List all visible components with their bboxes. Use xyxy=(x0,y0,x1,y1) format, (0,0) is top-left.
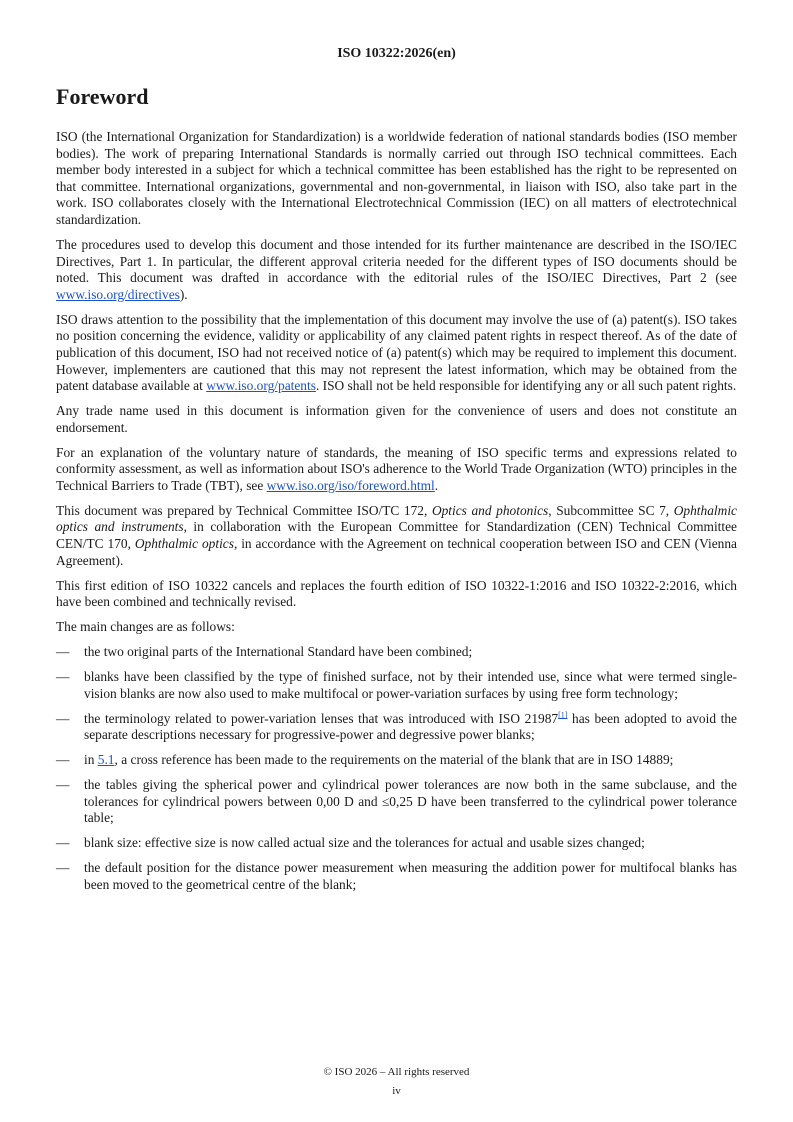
paragraph xyxy=(56,503,737,569)
copyright-footer: © ISO 2026 – All rights reserved xyxy=(323,1066,470,1078)
citation-link[interactable]: [1] xyxy=(558,710,568,720)
text-run: ISO (the International Organization for Standardization) is a worldwide federation of national standards bodies (ISO member bodies). The work of preparing International Standards is normally carried out through ISO technical committees. Each member body interested in a subject for which a technical committee has been established has the right to be represented on that committee. International organizations, governmental and non-governmental, in liaison with ISO, also take part in the work. ISO collaborates closely with the International Electrotechnical Commission (IEC) on all matters of electrotechnical standardization. xyxy=(56,129,737,227)
italic-text: Ophthalmic optics and instruments xyxy=(56,502,737,535)
list-item xyxy=(56,644,737,661)
list-item xyxy=(56,752,737,769)
text-run: The main changes are as follows: xyxy=(56,619,235,635)
list-item xyxy=(56,835,737,852)
list-item-text xyxy=(84,835,737,852)
list-dash: — xyxy=(56,752,70,768)
italic-text: Ophthalmic optics, xyxy=(134,536,238,552)
list-item xyxy=(56,860,737,893)
text-run: blank size: effective size is now called actual size and the tolerances for actual and usable sizes changed; xyxy=(84,835,645,851)
text-run: blanks have been classified by the type of finished surface, not by their intended use, since what were termed single-vision blanks are now also used to make multifocal or power-variation surfaces by using free form technology; xyxy=(84,669,737,701)
paragraph xyxy=(56,403,737,436)
text-run: . ISO shall not be held responsible for identifying any or all such patent rights. xyxy=(315,378,737,394)
list-dash: — xyxy=(56,669,70,685)
list-item-text xyxy=(84,644,737,661)
text-run: the terminology related to power-variation lenses that was introduced with ISO 21987 xyxy=(84,710,559,726)
document-body xyxy=(56,129,737,902)
list-dash: — xyxy=(56,644,70,660)
text-run: For an explanation of the voluntary nature of standards, the meaning of ISO specific terms and expressions related to conformity assessment, as well as information about ISO's adherence to the World Trade Organization (WTO) principles in the Technical Barriers to Trade (TBT), see xyxy=(56,444,737,493)
text-run: the two original parts of the International Standard have been combined; xyxy=(84,644,473,660)
link[interactable]: www.iso.org/directives xyxy=(56,286,180,302)
paragraph xyxy=(56,312,737,395)
link[interactable]: 5.1 xyxy=(97,752,115,768)
text-run: The procedures used to develop this document and those intended for its further maintenance are described in the ISO/IEC Directives, Part 1. In particular, the different approval criteria needed for the different types of ISO documents should be noted. This document was drafted in accordance with the editorial rules of the ISO/IEC Directives, Part 2 (see xyxy=(56,236,737,286)
text-run: , in collaboration with the European Committee for Standardization (CEN) Technical Committee CEN/TC 170, xyxy=(56,519,737,552)
text-run: This document was prepared by Technical Committee ISO/TC 172, xyxy=(56,502,432,518)
paragraph xyxy=(56,237,737,303)
list-item-text xyxy=(84,752,737,769)
paragraph xyxy=(56,619,737,636)
list-item xyxy=(56,669,737,702)
list-dash: — xyxy=(56,710,70,726)
link[interactable]: www.iso.org/iso/foreword.html xyxy=(266,477,435,493)
list-dash: — xyxy=(56,835,70,851)
text-run: in accordance with the Agreement on technical cooperation between ISO and CEN (Vienna Agreement). xyxy=(56,536,737,568)
list-item xyxy=(56,711,737,744)
link[interactable]: www.iso.org/patents xyxy=(206,378,316,394)
document-header: ISO 10322:2026(en) xyxy=(337,46,456,61)
list-dash: — xyxy=(56,777,70,793)
text-run: in xyxy=(84,752,98,768)
text-run: , Subcommittee SC 7, xyxy=(548,502,674,518)
text-run: ISO draws attention to the possibility that the implementation of this document may involve the use of (a) patent(s). ISO takes no position concerning the evidence, validity or applicability of any claimed patent rights in respect thereof. As of the date of publication of this document, ISO had not received notice of (a) patent(s) which may be required to implement this document. However, implementers are cautioned that this may not represent the latest information, which may be obtained from the patent database available at xyxy=(56,311,737,394)
text-run: Any trade name used in this document is information given for the convenience of users and does not constitute an endorsement. xyxy=(56,403,737,435)
list-item-text xyxy=(84,777,737,827)
list-item-text xyxy=(84,669,737,702)
page-number: iv xyxy=(392,1085,401,1097)
text-run: the default position for the distance power measurement when measuring the addition power for multifocal blanks has been moved to the geometrical centre of the blank; xyxy=(84,860,737,893)
text-run: ). xyxy=(179,286,188,302)
paragraph xyxy=(56,578,737,611)
page-title: Foreword xyxy=(56,84,149,109)
list-item xyxy=(56,777,737,827)
text-run: . xyxy=(434,477,439,493)
text-run: the tables giving the spherical power and cylindrical power tolerances are now both in the same subclause, and the tolerances for cylindrical powers between 0,00 D and ≤0,25 D have been transferred to the cylindrical power tolerance table; xyxy=(84,777,737,826)
list-item-text xyxy=(84,711,737,744)
paragraph xyxy=(56,129,737,229)
list-item-text xyxy=(84,860,737,893)
text-run: , a cross reference has been made to the requirements on the material of the blank that are in ISO 14889; xyxy=(114,752,674,768)
text-run: This first edition of ISO 10322 cancels and replaces the fourth edition of ISO 10322-1:2016 and ISO 10322-2:2016, which have been combined and technically revised. xyxy=(56,577,737,610)
list-dash: — xyxy=(56,860,70,876)
paragraph xyxy=(56,445,737,495)
text-run: has been adopted to avoid the separate descriptions necessary for progressive-power and degressive power blanks; xyxy=(84,710,737,743)
italic-text: Optics and photonics xyxy=(431,502,549,518)
